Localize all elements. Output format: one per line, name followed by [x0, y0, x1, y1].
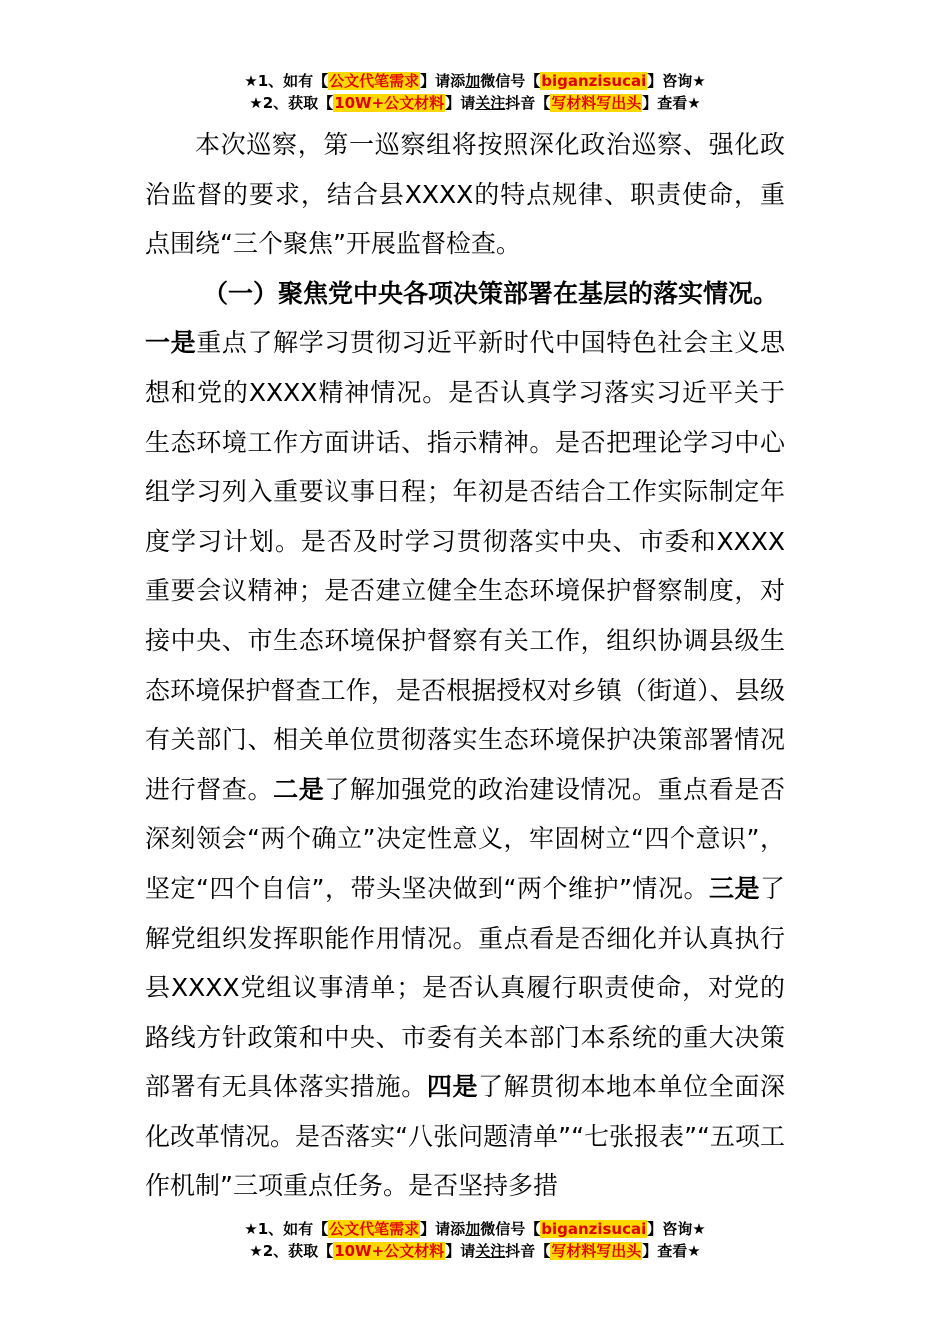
promo-line-2: ★2、获取【10W+公文材料】请关注抖音【写材料写出头】查看★ [249, 94, 701, 112]
footer-promo-banner [0, 1218, 950, 1262]
point-label-2: 二是 [273, 774, 325, 804]
promo-line-1: ★1、如有【公文代笔需求】请添加微信号【biganzisucai】咨询★ [244, 72, 706, 90]
point-text-2: 了解加强党的政治建设情况。重点看是否深刻领会“两个确立”决定性意义，牢固树立“四个意识”，坚定“四个自信”，带头坚决做到“两个维护”情况。 [145, 774, 785, 903]
douyin-account-highlight: 写材料写出头 [551, 94, 642, 112]
point-label-4: 四是 [426, 1072, 479, 1102]
service-highlight: 公文代笔需求 [329, 1220, 420, 1238]
intro-paragraph: 本次巡察，第一巡察组将按照深化政治巡察、强化政治监督的要求，结合县XXXX的特点规律、职责使命，重点围绕“三个聚焦”开展监督检查。 [145, 130, 785, 259]
document-body [145, 120, 785, 1211]
wechat-id-highlight: biganzisucai [541, 72, 647, 90]
point-label-3: 三是 [708, 873, 760, 903]
promo-line-1: ★1、如有【公文代笔需求】请添加微信号【biganzisucai】咨询★ [244, 1220, 706, 1238]
header-promo-banner [0, 70, 950, 114]
main-paragraph [145, 318, 785, 1211]
resource-highlight: 10W+公文材料 [334, 1242, 445, 1260]
section-heading: （一）聚焦党中央各项决策部署在基层的落实情况。 [203, 278, 779, 308]
wechat-id-highlight: biganzisucai [541, 1220, 647, 1238]
service-highlight: 公文代笔需求 [329, 72, 420, 90]
point-text-4: 了解贯彻本地本单位全面深化改革情况。是否落实“八张问题清单”“七张报表”“五项工作机制”三项重点任务。是否坚持多措 [145, 1072, 785, 1201]
point-label-1: 一是 [145, 328, 197, 358]
promo-line-2: ★2、获取【10W+公文材料】请关注抖音【写材料写出头】查看★ [249, 1242, 701, 1260]
douyin-account-highlight: 写材料写出头 [551, 1242, 642, 1260]
point-text-1: 重点了解学习贯彻习近平新时代中国特色社会主义思想和党的XXXX精神情况。是否认真学习落实习近平关于生态环境工作方面讲话、指示精神。是否把理论学习中心组学习列入重要议事日程；年初是否结合工作实际制定年度学习计划。是否及时学习贯彻落实中央、市委和XXXX重要会议精神；是否建立健全生态环境保护督察制度，对接中央、市生态环境保护督察有关工作，组织协调县级生态环境保护督查工作，是否根据授权对乡镇（街道）、县级有关部门、相关单位贯彻落实生态环境保护决策部署情况进行督查。 [145, 328, 785, 804]
point-text-3: 了解党组织发挥职能作用情况。重点看是否细化并认真执行县XXXX党组议事清单；是否认真履行职责使命，对党的路线方针政策和中央、市委有关本部门本系统的重大决策部署有无具体落实措施。 [145, 873, 785, 1102]
resource-highlight: 10W+公文材料 [334, 94, 445, 112]
